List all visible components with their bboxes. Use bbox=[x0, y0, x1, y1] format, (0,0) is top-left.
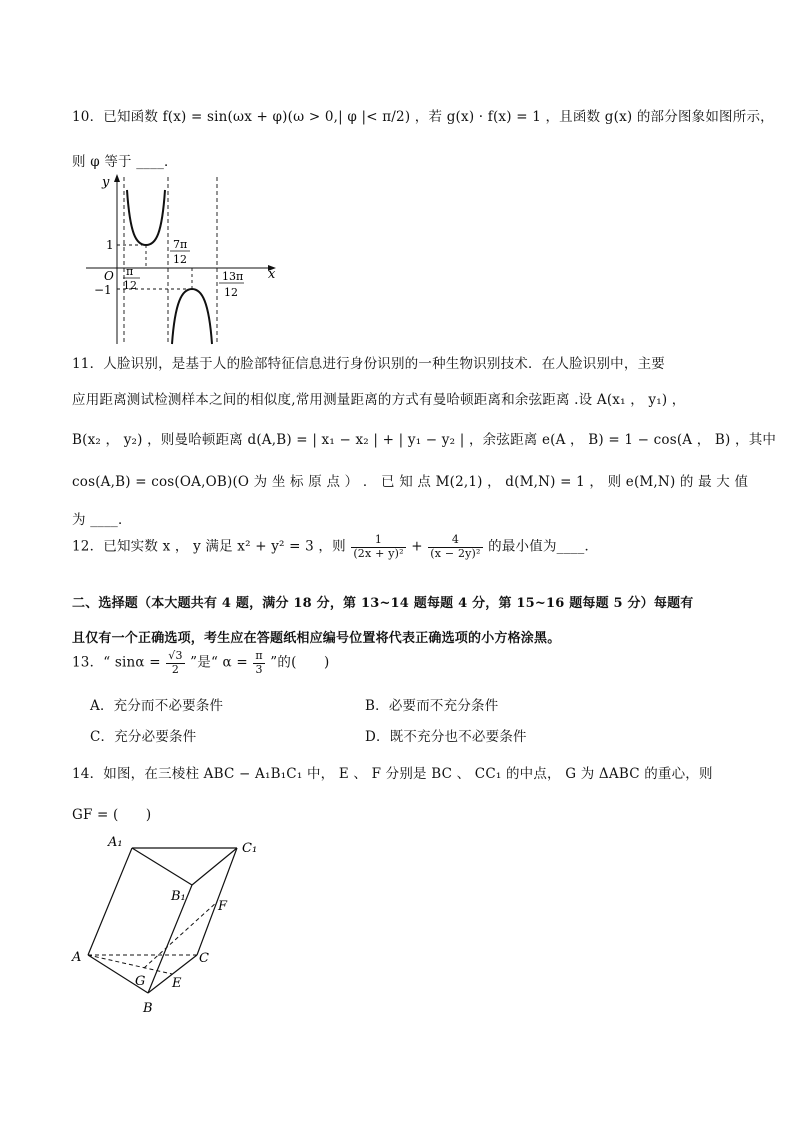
q13-option-a[interactable]: A．充分而不必要条件 bbox=[90, 698, 224, 714]
q13-prefix: 13．“ sinα = bbox=[72, 654, 166, 671]
q13-frac2-den: 3 bbox=[255, 662, 263, 676]
q13-line bbox=[72, 650, 329, 676]
q11-line5: 为 ____． bbox=[72, 512, 132, 528]
q12-frac2 bbox=[428, 534, 482, 560]
label-b: B bbox=[143, 1001, 153, 1016]
q12-frac1-num: 1 bbox=[351, 534, 405, 548]
q12-suffix: 的最小值为____． bbox=[483, 538, 599, 555]
label-a1: A₁ bbox=[108, 835, 123, 850]
q12-frac1-den: (2x + y)² bbox=[353, 546, 404, 560]
q13-option-d[interactable]: D．既不充分也不必要条件 bbox=[365, 729, 527, 745]
q13-frac2 bbox=[253, 650, 264, 676]
q14-line1: 14．如图，在三棱柱 ABC − A₁B₁C₁ 中， E 、 F 分别是 BC 、 CC₁ 的中点， G 为 ΔABC 的重心，则 bbox=[72, 766, 713, 782]
graph-x2-num: 7π bbox=[173, 238, 188, 251]
graph-tick-neg-one: −1 bbox=[94, 283, 112, 297]
label-c: C bbox=[199, 951, 209, 966]
graph-x-label: x bbox=[268, 267, 276, 282]
q12-prefix: 12．已知实数 x ， y 满足 x² + y² = 3 ，则 bbox=[72, 538, 351, 555]
graph-x3-den: 12 bbox=[224, 286, 238, 299]
section2-line1: 二、选择题（本大题共有 4 题，满分 18 分，第 13~14 题每题 4 分，第 15~16 题每题 5 分）每题有 bbox=[72, 596, 694, 611]
q11-line1: 11．人脸识别，是基于人的脸部特征信息进行身份识别的一种生物识别技术．在人脸识别中，主要 bbox=[72, 356, 665, 372]
graph-y-label: y bbox=[102, 175, 110, 190]
q13-frac1-num: √3 bbox=[168, 649, 183, 662]
graph-x2-den: 12 bbox=[173, 253, 187, 266]
q12-frac2-den: (x − 2y)² bbox=[430, 546, 481, 560]
q14-prism-figure bbox=[70, 830, 270, 1020]
q13-frac1 bbox=[166, 650, 184, 676]
q13-option-c[interactable]: C．充分必要条件 bbox=[90, 729, 197, 745]
q12-line bbox=[72, 534, 598, 560]
q10-line1: 10．已知函数 f(x) = sin(ωx + φ)(ω > 0,| φ |< π/2) ，若 g(x) · f(x) = 1 ，且函数 g(x) 的部分图象如图所示， bbox=[72, 109, 774, 125]
q11-line2: 应用距离测试检测样本之间的相似度,常用测量距离的方式有曼哈顿距离和余弦距离 .设 A(x₁ ， y₁) ， bbox=[72, 392, 686, 408]
q11-line3: B(x₂ ， y₂) ，则曼哈顿距离 d(A,B) = | x₁ − x₂ | + | y₁ − y₂ | ，余弦距离 e(A ， B) = 1 − cos(A ， B) ，其中 bbox=[72, 432, 777, 448]
q13-suffix: ”的( ) bbox=[265, 654, 330, 671]
section2-line2: 且仅有一个正确选项，考生应在答题纸相应编号位置将代表正确选项的小方格涂黑。 bbox=[72, 631, 561, 646]
q14-line2: GF = ( ) bbox=[72, 807, 152, 823]
q13-frac2-num: π bbox=[255, 649, 263, 662]
q10-line2: 则 φ 等于 ____． bbox=[72, 154, 178, 170]
label-g: G bbox=[135, 974, 146, 989]
q13-frac1-den: 2 bbox=[171, 662, 180, 676]
q13-option-b[interactable]: B．必要而不充分条件 bbox=[365, 698, 499, 714]
graph-x1-den: 12 bbox=[123, 279, 137, 292]
graph-x3-num: 13π bbox=[222, 270, 244, 283]
q12-frac1 bbox=[351, 534, 405, 560]
q13-middle: ”是“ α = bbox=[185, 654, 253, 671]
graph-tick-one: 1 bbox=[106, 238, 114, 252]
q12-frac2-num: 4 bbox=[428, 534, 482, 548]
label-c1: C₁ bbox=[242, 841, 258, 856]
label-b1: B₁ bbox=[171, 889, 186, 904]
label-e: E bbox=[172, 976, 182, 991]
graph-origin: O bbox=[104, 269, 114, 283]
graph-x1-num: π bbox=[126, 265, 134, 278]
q10-graph bbox=[86, 172, 286, 347]
label-a: A bbox=[72, 950, 82, 965]
label-f: F bbox=[218, 899, 228, 914]
q12-plus: + bbox=[406, 538, 428, 555]
q11-line4: cos(A,B) = cos(OA,OB)(O 为 坐 标 原 点 ） ． 已 知 点 M(2,1) ， d(M,N) = 1 ， 则 e(M,N) 的 最 大 值 bbox=[72, 474, 749, 490]
